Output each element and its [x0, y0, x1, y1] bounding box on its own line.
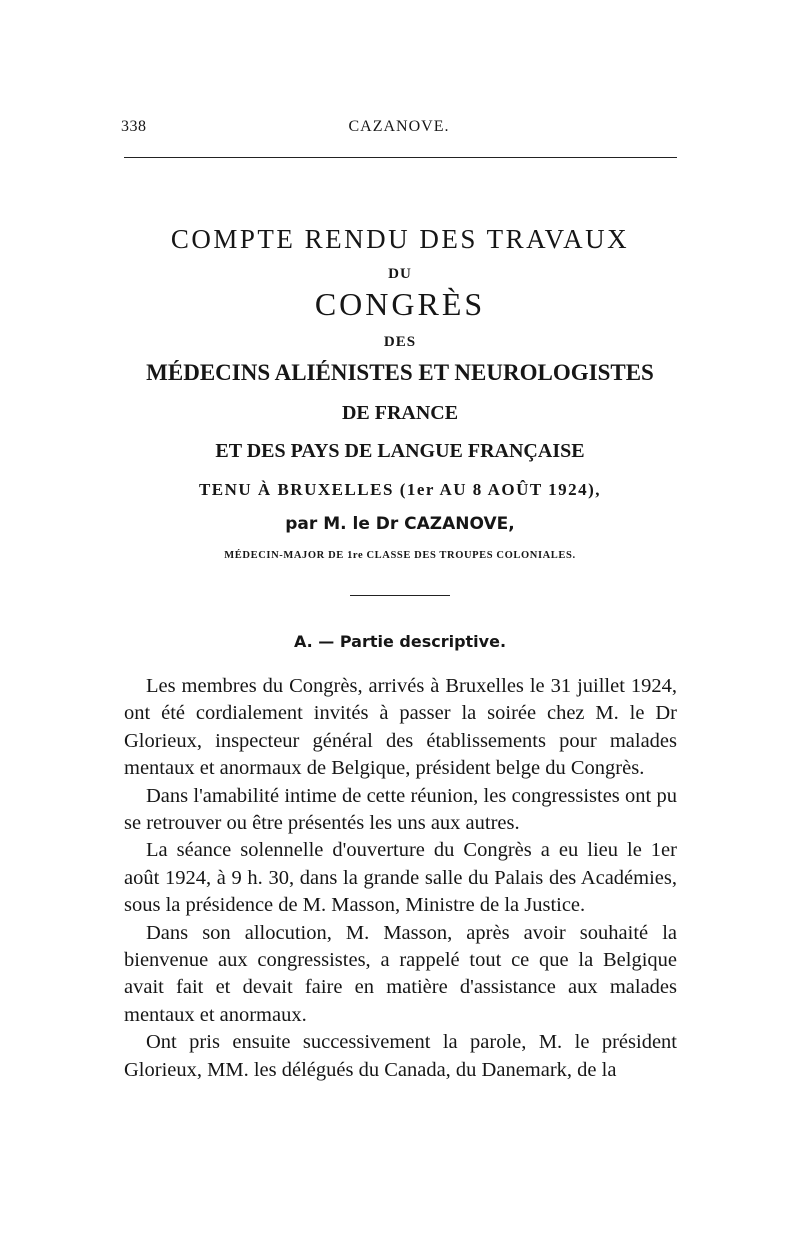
title-line-6: DE FRANCE [341, 402, 459, 424]
title-line-4: DES [383, 334, 417, 350]
title-line-5: MÉDECINS ALIÉNISTES ET NEUROLOGISTES [146, 360, 654, 385]
author-role: MÉDECIN-MAJOR DE 1re CLASSE DES TROUPES COLONIALES. [224, 550, 576, 561]
section-divider [350, 595, 450, 596]
title-line-8: TENU À BRUXELLES (1er AU 8 AOÛT 1924), [198, 480, 602, 499]
title-line-2: DU [388, 266, 412, 282]
running-header [121, 118, 677, 142]
paragraph: La séance solennelle d'ouverture du Congrès a eu lieu le 1er août 1924, à 9 h. 30, dans la grande salle du Palais des Académies, sous la présidence de M. Masson, Ministre de la Justice. [124, 839, 677, 917]
title-line-1: COMPTE RENDU DES TRAVAUX [170, 224, 630, 254]
title-line-7: ET DES PAYS DE LANGUE FRANÇAISE [215, 440, 585, 462]
section-heading: A. — Partie descriptive. [293, 632, 507, 651]
running-title: CAZANOVE. [348, 118, 450, 135]
author-line: par M. le Dr CAZANOVE, [285, 514, 515, 534]
page-number: 338 [121, 118, 147, 135]
paragraph: Dans son allocution, M. Masson, après avoir souhaité la bienvenue aux congressistes, a rappelé tout ce que la Belgique avait fait et devait faire en matière d'assistance aux malades mentaux et anormaux. [124, 921, 677, 1026]
paragraph: Les membres du Congrès, arrivés à Bruxelles le 31 juillet 1924, ont été cordialement invités à passer la soirée chez M. le Dr Glorieux, inspecteur général des établissements pour malades mentaux et anormaux de Belgique, président belge du Congrès. [124, 675, 677, 780]
title-line-3: CONGRÈS [314, 286, 486, 322]
paragraph: Dans l'amabilité intime de cette réunion, les congressistes ont pu se retrouver ou être présentés les uns aux autres. [124, 784, 677, 835]
paragraph: Ont pris ensuite successivement la parole, M. le président Glorieux, MM. les délégués du Canada, du Danemark, de la [124, 1031, 677, 1081]
body-text [124, 673, 677, 1084]
header-rule [124, 157, 677, 158]
